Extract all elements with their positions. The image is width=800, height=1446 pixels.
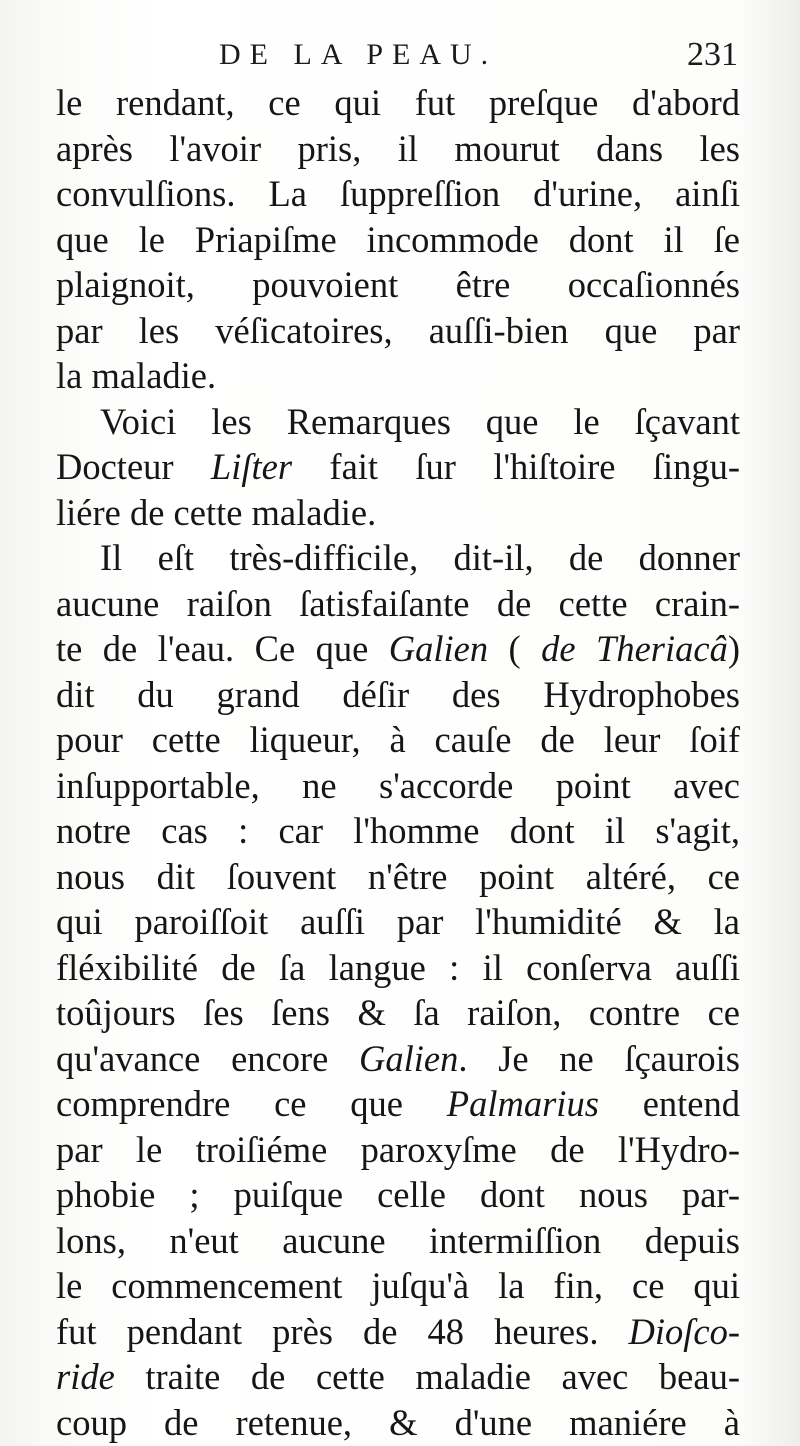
text-line bbox=[56, 899, 740, 945]
text-segment: fut pendant près de 48 heures. bbox=[56, 1310, 629, 1352]
italic-name: de Theriacâ bbox=[541, 628, 728, 669]
text-segment: le commencement juſqu'à la fin, ce qui bbox=[56, 1265, 740, 1306]
page-number: 231 bbox=[687, 36, 738, 73]
text-line bbox=[56, 1172, 740, 1218]
text-line bbox=[56, 763, 740, 809]
text-line bbox=[56, 1400, 740, 1446]
text-line bbox=[56, 1036, 740, 1082]
text-line bbox=[56, 490, 740, 536]
text-line bbox=[56, 80, 740, 126]
body-text bbox=[56, 80, 740, 1445]
text-segment: . Je ne ſçaurois bbox=[458, 1037, 740, 1079]
text-segment: par le troiſiéme paroxyſme de l'Hydro- bbox=[56, 1128, 740, 1170]
text-line bbox=[56, 1309, 740, 1355]
text-line bbox=[56, 1354, 740, 1400]
text-line bbox=[56, 672, 740, 718]
text-line bbox=[56, 1218, 740, 1264]
text-line bbox=[56, 1127, 740, 1173]
text-segment: traite de cette maladie avec beau- bbox=[114, 1356, 740, 1397]
italic-name: Palmarius bbox=[446, 1083, 599, 1124]
text-line bbox=[56, 808, 740, 854]
text-segment: fait ſur l'hiſtoire ſingu- bbox=[292, 446, 740, 487]
text-segment: lons, n'eut aucune intermiſſion depuis bbox=[56, 1219, 740, 1261]
text-line bbox=[56, 353, 740, 399]
text-segment: entend bbox=[598, 1083, 740, 1124]
text-segment: Docteur bbox=[56, 446, 211, 487]
text-line bbox=[56, 444, 740, 490]
text-line bbox=[56, 308, 740, 354]
text-line bbox=[56, 262, 740, 308]
text-segment: convulſions. La ſuppreſſion d'urine, ainſi bbox=[56, 173, 740, 214]
text-line bbox=[56, 626, 740, 672]
text-line bbox=[56, 581, 740, 627]
italic-name: Dioſco- bbox=[628, 1310, 740, 1352]
italic-name: Galien bbox=[388, 628, 489, 669]
text-segment: toûjours ſes ſens & ſa raiſon, contre ce bbox=[56, 992, 740, 1033]
text-line bbox=[56, 399, 740, 445]
text-segment: que le Priapiſme incommode dont il ſe bbox=[56, 218, 740, 260]
text-segment: pour cette liqueur, à cauſe de leur ſoif bbox=[56, 719, 740, 760]
text-line bbox=[56, 535, 740, 581]
text-segment: qui paroiſſoit auſſi par l'humidité & la bbox=[56, 901, 740, 942]
text-segment: Voici les Remarques que le ſçavant bbox=[100, 400, 740, 442]
text-segment: liére de cette maladie. bbox=[56, 491, 377, 533]
text-line bbox=[56, 1081, 740, 1127]
text-line bbox=[56, 171, 740, 217]
text-segment: notre cas : car l'homme dont il s'agit, bbox=[56, 810, 740, 851]
text-segment: ) bbox=[727, 628, 741, 669]
text-segment: le rendant, ce qui fut preſque d'abord bbox=[56, 82, 740, 123]
text-segment: par les véſicatoires, auſſi-bien que par bbox=[56, 309, 740, 351]
text-segment: ( bbox=[488, 628, 542, 669]
text-line bbox=[56, 854, 740, 900]
text-segment: nous dit ſouvent n'être point altéré, ce bbox=[56, 855, 740, 897]
text-line bbox=[56, 717, 740, 763]
text-segment: aucune raiſon ſatisfaiſante de cette crain- bbox=[56, 582, 740, 624]
text-segment: après l'avoir pris, il mourut dans les bbox=[56, 127, 740, 169]
italic-name: Galien bbox=[359, 1037, 459, 1079]
text-line bbox=[56, 945, 740, 991]
text-segment: qu'avance encore bbox=[56, 1037, 360, 1079]
text-line bbox=[56, 217, 740, 263]
page-header bbox=[54, 34, 748, 78]
italic-name: Liſter bbox=[210, 446, 293, 487]
text-line bbox=[56, 1263, 740, 1309]
text-segment: te de l'eau. Ce que bbox=[56, 628, 389, 669]
running-head: DE LA PEAU. bbox=[219, 38, 498, 71]
text-segment: dit du grand déſir des Hydrophobes bbox=[56, 673, 740, 715]
text-segment: Il eſt très-difficile, dit-il, de donner bbox=[100, 537, 740, 578]
text-segment: coup de retenue, & d'une maniére à bbox=[56, 1401, 740, 1443]
text-line bbox=[56, 990, 740, 1036]
text-segment: la maladie. bbox=[56, 355, 217, 396]
text-segment: fléxibilité de ſa langue : il conſerva auſſi bbox=[56, 946, 740, 988]
text-segment: plaignoit, pouvoient être occaſionnés bbox=[56, 264, 740, 305]
italic-name: ride bbox=[56, 1356, 115, 1397]
text-segment: inſupportable, ne s'accorde point avec bbox=[56, 764, 740, 806]
text-line bbox=[56, 126, 740, 172]
text-segment: comprendre ce que bbox=[56, 1083, 447, 1124]
text-segment: phobie ; puiſque celle dont nous par- bbox=[56, 1174, 740, 1215]
